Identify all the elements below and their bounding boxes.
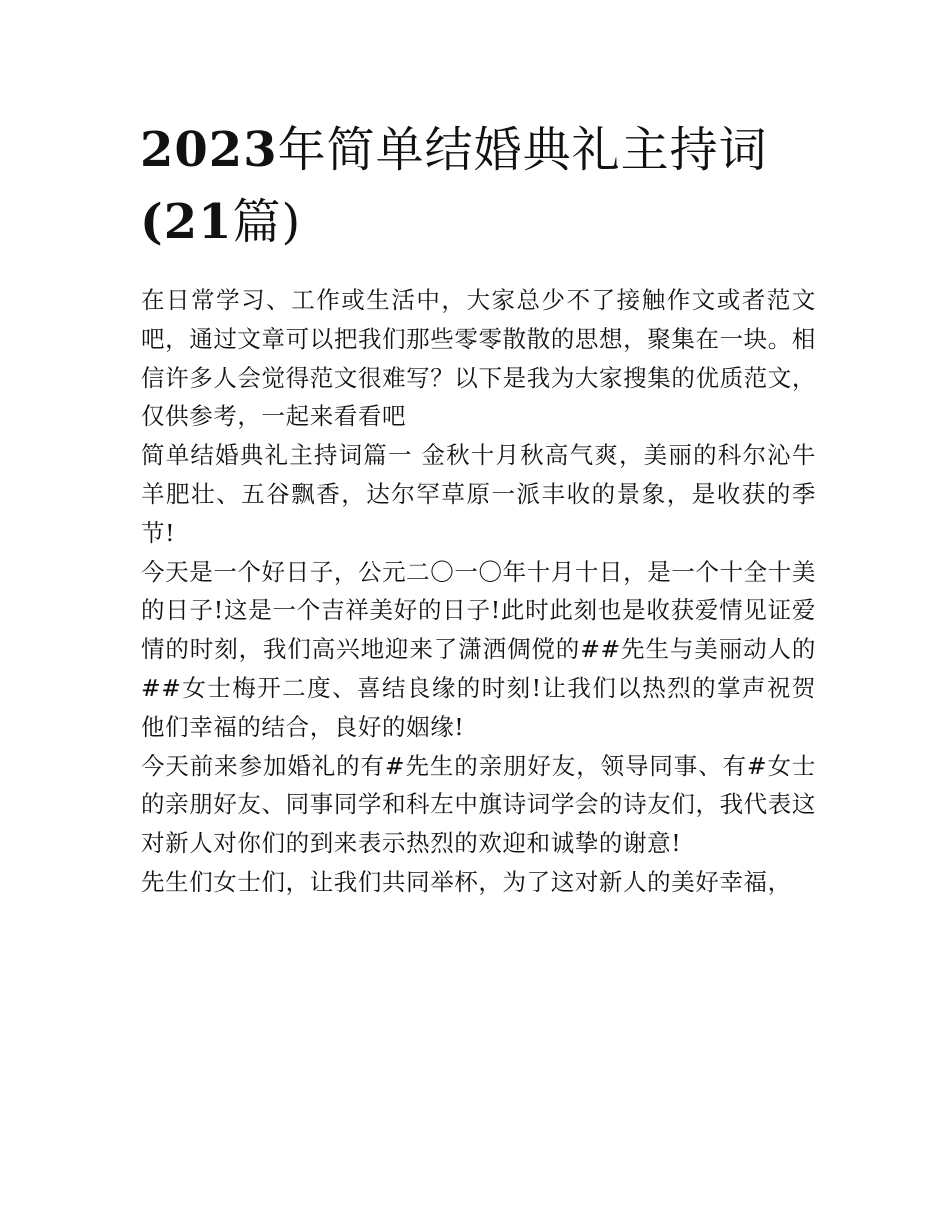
- document-body: [141, 281, 816, 902]
- title-year: 2023: [140, 122, 278, 178]
- title-count: 21: [163, 194, 233, 250]
- title-text: 年简单结婚典礼主持词: [277, 122, 768, 178]
- paragraph-2: 今天是一个好日子，公元二〇一〇年十月十日，是一个十全十美的日子!这是一个吉祥美好的日子!此时此刻也是收获爱情见证爱情的时刻，我们高兴地迎来了潇洒倜傥的##先生与美丽动人的##女士梅开二度、喜结良缘的时刻!让我们以热烈的掌声祝贺他们幸福的结合，良好的姻缘!: [141, 557, 816, 741]
- title-count-suffix: 篇): [232, 194, 302, 250]
- title-paren-open: (: [140, 194, 164, 250]
- paragraph-intro: 在日常学习、工作或生活中，大家总少不了接触作文或者范文吧，通过文章可以把我们那些零零散散的思想，聚集在一块。相信许多人会觉得范文很难写？以下是我为大家搜集的优质范文，仅供参考，一起来看看吧: [141, 286, 816, 431]
- paragraph-1: 简单结婚典礼主持词篇一 金秋十月秋高气爽，美丽的科尔沁牛羊肥壮、五谷飘香，达尔罕草原一派丰收的景象，是收获的季节!: [141, 441, 816, 547]
- paragraph-3: 今天前来参加婚礼的有#先生的亲朋好友，领导同事、有#女士的亲朋好友、同事同学和科左中旗诗词学会的诗友们，我代表这对新人对你们的到来表示热烈的欢迎和诚挚的谢意!: [141, 751, 816, 858]
- document-title: [140, 114, 820, 258]
- paragraph-4: 先生们女士们，让我们共同举杯，为了这对新人的美好幸福，: [141, 867, 792, 896]
